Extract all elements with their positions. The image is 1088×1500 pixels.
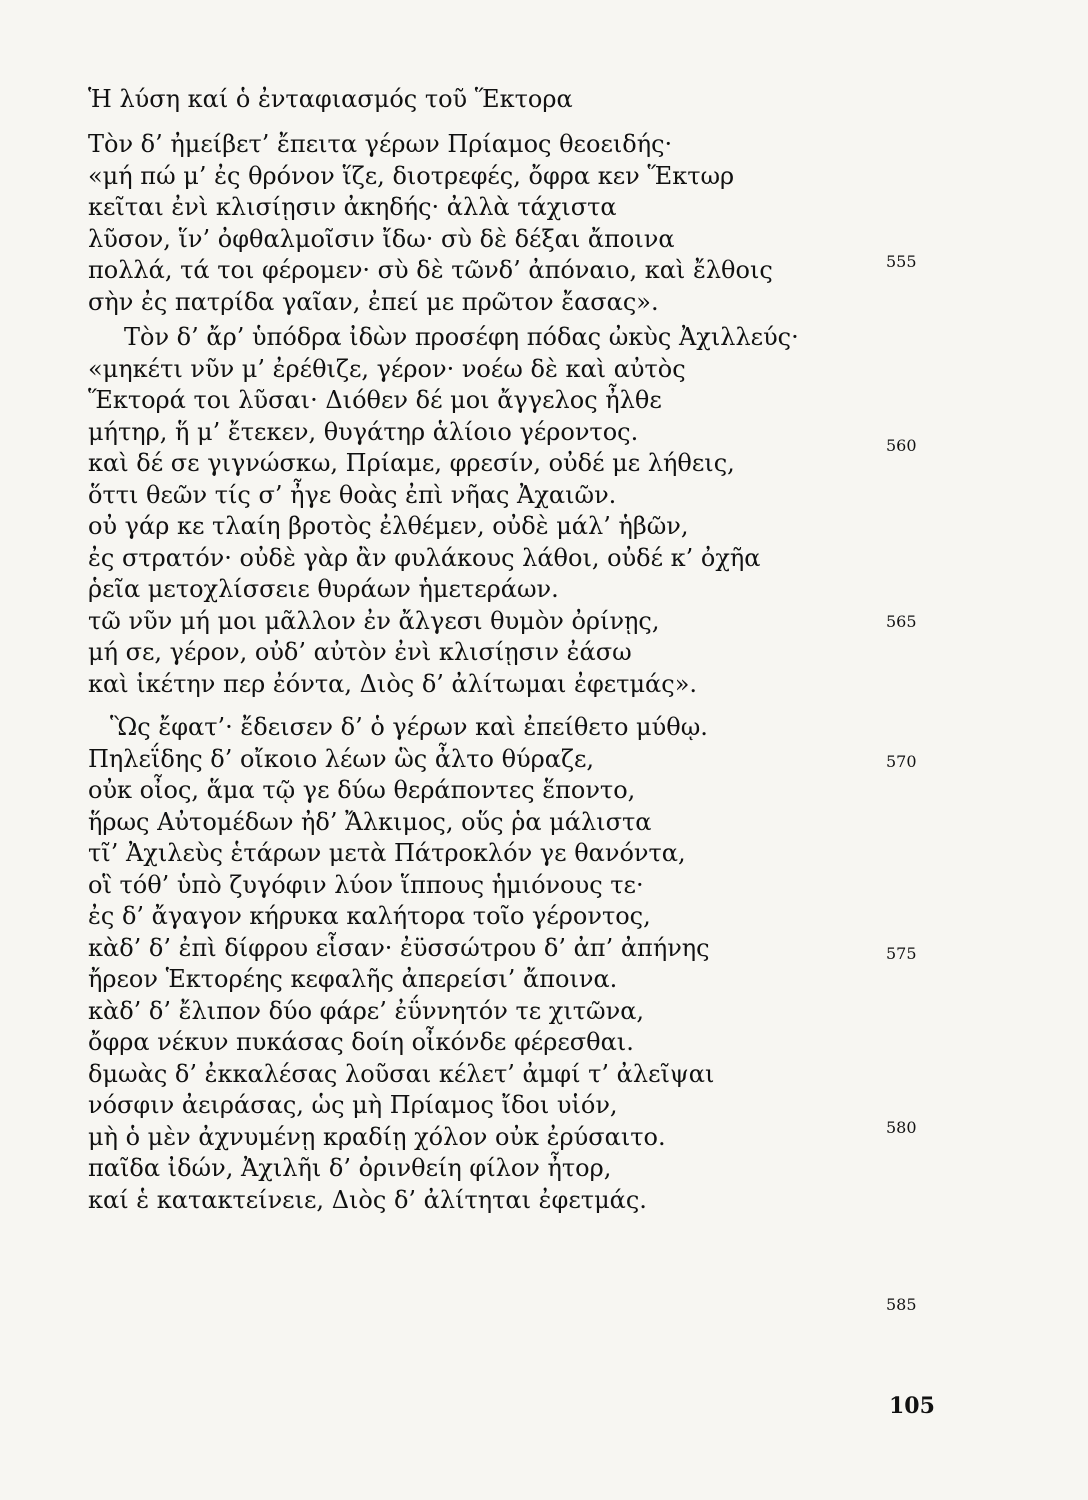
- verse-line: καὶ δέ σε γιγνώσκω, Πρίαμε, φρεσίν, οὐδέ με λήθεις,: [88, 449, 735, 477]
- verse-line: Ὣς ἔφατ’· ἔδεισεν δ’ ὁ γέρων καὶ ἐπείθετο μύθῳ.: [110, 713, 708, 741]
- verse-line: πολλά, τά τοι φέρομεν· σὺ δὲ τῶνδ’ ἀπόναιο, καὶ ἔλθοις: [88, 256, 773, 284]
- verse-line: κεῖται ἐνὶ κλισίῃσιν ἀκηδής· ἀλλὰ τάχιστα: [88, 193, 617, 221]
- section-heading: Ἡ λύση καί ὁ ἐνταφιασμός τοῦ Ἕκτορα: [88, 85, 573, 113]
- verse-line: καί ἑ κατακτείνειε, Διὸς δ’ ἀλίτηται ἐφετμάς.: [88, 1185, 647, 1214]
- line-number: 585: [886, 1295, 917, 1314]
- verse-line: μή σε, γέρον, οὐδ’ αὐτὸν ἐνὶ κλισίῃσιν ἐάσω: [88, 638, 632, 666]
- verse-line: «μή πώ μ’ ἐς θρόνον ἵζε, διοτρεφές, ὄφρα κεν Ἕκτωρ: [88, 161, 735, 190]
- verse-line: παῖδα ἰδών, Ἀχιλῆι δ’ ὀρινθείη φίλον ἦτορ,: [88, 1154, 612, 1182]
- verse-line: ἐς δ’ ἄγαγον κήρυκα καλήτορα τοῖο γέροντος,: [88, 902, 651, 930]
- verse-line: κὰδ’ δ’ ἔλιπον δύο φάρε’ ἐΰννητόν τε χιτῶνα,: [88, 996, 645, 1025]
- verse-line: λῦσον, ἵν’ ὀφθαλμοῖσιν ἴδω· σὺ δὲ δέξαι ἄποινα: [88, 224, 675, 253]
- line-number: 575: [886, 944, 917, 963]
- verse-line: καὶ ἱκέτην περ ἐόντα, Διὸς δ’ ἀλίτωμαι ἐφετμάς».: [88, 669, 698, 698]
- verse-line: κὰδ’ δ’ ἐπὶ δίφρου εἷσαν· ἐϋσσώτρου δ’ ἀπ’ ἀπήνης: [88, 933, 710, 962]
- verse-line: Τὸν δ’ ἠμείβετ’ ἔπειτα γέρων Πρίαμος θεοειδής·: [88, 130, 673, 158]
- verse-line: τῖ’ Ἀχιλεὺς ἑτάρων μετὰ Πάτροκλόν γε θανόντα,: [88, 839, 686, 867]
- verse-line: μήτηρ, ἥ μ’ ἔτεκεν, θυγάτηρ ἁλίοιο γέροντος.: [88, 417, 639, 446]
- line-number: 580: [886, 1118, 917, 1137]
- verse-line: σὴν ἐς πατρίδα γαῖαν, ἐπεί με πρῶτον ἔασας».: [88, 287, 659, 316]
- verse-line: Τὸν δ’ ἄρ’ ὑπόδρα ἰδὼν προσέφη πόδας ὠκὺς Ἀχιλλεύς·: [124, 323, 799, 351]
- verse-line: ἤρεον Ἑκτορέης κεφαλῆς ἀπερείσι’ ἄποινα.: [88, 965, 618, 993]
- verse-line: οἳ τόθ’ ὑπὸ ζυγόφιν λύον ἵππους ἡμιόνους τε·: [88, 870, 644, 899]
- verse-line: δμωὰς δ’ ἐκκαλέσας λοῦσαι κέλετ’ ἀμφί τ’ ἀλεῖψαι: [88, 1059, 715, 1088]
- verse-line: νόσφιν ἀειράσας, ὡς μὴ Πρίαμος ἴδοι υἱόν,: [88, 1091, 618, 1119]
- verse-line: οὐκ οἶος, ἅμα τῷ γε δύω θεράποντες ἕποντο,: [88, 776, 636, 804]
- verse-line: ἐς στρατόν· οὐδὲ γὰρ ἂν φυλάκους λάθοι, οὐδέ κ’ ὀχῆα: [88, 543, 761, 572]
- page-number: 105: [889, 1393, 935, 1419]
- verse-line: ὅττι θεῶν τίς σ’ ἦγε θοὰς ἐπὶ νῆας Ἀχαιῶν.: [88, 480, 617, 509]
- verse-line: τῶ νῦν μή μοι μᾶλλον ἐν ἄλγεσι θυμὸν ὀρίνῃς,: [88, 606, 660, 635]
- verse-line: ῥεῖα μετοχλίσσειε θυράων ἡμετεράων.: [88, 575, 559, 603]
- line-number: 555: [886, 252, 917, 271]
- verse-line: Πηλεΐδης δ’ οἴκοιο λέων ὣς ἆλτο θύραζε,: [88, 744, 595, 773]
- verse-line: ἥρως Αὐτομέδων ἠδ’ Ἄλκιμος, οὕς ῥα μάλιστα: [88, 807, 652, 836]
- verse-line: Ἕκτορά τοι λῦσαι· Διόθεν δέ μοι ἄγγελος ἦλθε: [88, 386, 662, 414]
- verse-line: οὐ γάρ κε τλαίη βροτὸς ἐλθέμεν, οὐδὲ μάλ’ ἡβῶν,: [88, 512, 689, 540]
- line-number: 565: [886, 612, 917, 631]
- verse-line: «μηκέτι νῦν μ’ ἐρέθιζε, γέρον· νοέω δὲ καὶ αὐτὸς: [88, 354, 686, 383]
- line-number: 570: [886, 752, 917, 771]
- verse-line: ὄφρα νέκυν πυκάσας δοίη οἶκόνδε φέρεσθαι.: [88, 1028, 634, 1056]
- line-number: 560: [886, 436, 917, 455]
- verse-line: μὴ ὁ μὲν ἀχνυμένῃ κραδίῃ χόλον οὐκ ἐρύσαιτο.: [88, 1122, 666, 1151]
